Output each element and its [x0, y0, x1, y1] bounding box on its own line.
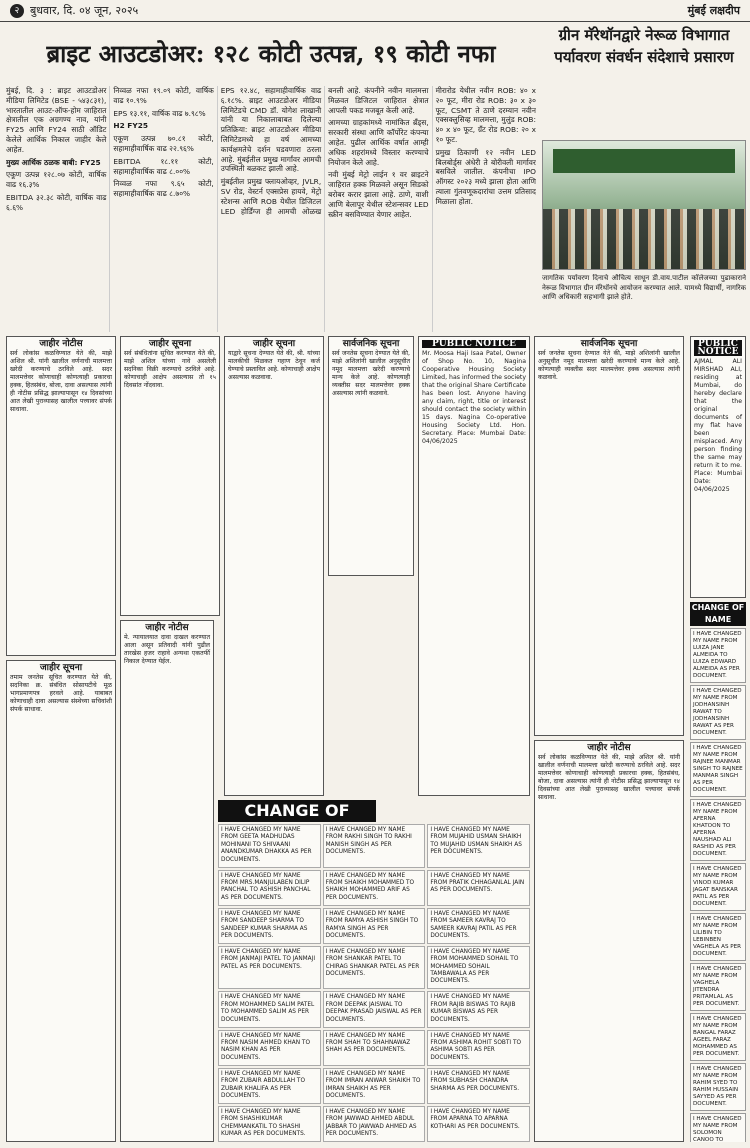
notice-title: PUBLIC NOTICE: [422, 340, 526, 348]
change-of-name-entry: I HAVE CHANGED MY NAME FROM RAHIM SYED TO RAHIM HUSSAIN SAYYED AS PER DOCUMENT.: [690, 1063, 746, 1111]
notice-box: [534, 336, 684, 736]
change-of-name-entry: I HAVE CHANGED MY NAME FROM RAKHI SINGH TO RAKHI MANISH SINGH AS PER DOCUMENTS.: [323, 824, 426, 868]
change-of-name-entry: I HAVE CHANGED MY NAME FROM BANGAL FARAZ AGEEL FARAZ MOHAMMED AS PER DOCUMENT.: [690, 1013, 746, 1061]
change-of-name-entry: I HAVE CHANGED MY NAME FROM NASIM AHMED KHAN TO NASIM KHAN AS PER DOCUMENTS.: [218, 1030, 321, 1066]
change-of-name-entry: I HAVE CHANGED MY NAME FROM ASHIMA ROHIT SOBTI TO ASHIMA SOBTI AS PER DOCUMENTS.: [427, 1030, 530, 1066]
notice-body: सर्व संबंधितांना सूचित करण्यात येते की, माझे अशिल यांच्या नावे असलेली सदनिका विक्री करण्याचे ठरविले आहे. कोणाचाही आक्षेप असल्यास तो १५ दिवसांत नोंदवावा.: [124, 350, 216, 389]
change-of-name-entry: I HAVE CHANGED MY NAME FROM SHASHIKUMAR CHEMMANKATIL TO SHASHI KUMAR AS PER DOCUMENTS.: [218, 1106, 321, 1142]
photo-banner: [553, 149, 735, 173]
change-of-name-right-column: [690, 602, 746, 1142]
change-of-name-entry: I HAVE CHANGED MY NAME FROM SHAIKH MOHAMMED TO SHAIKH MOHAMMED ARIF AS PER DOCUMENTS.: [323, 870, 426, 906]
change-of-name-entry: I HAVE CHANGED MY NAME FROM LUIZA JANE ALMEIDA TO LUIZA EDWARD ALMEIDA AS PER DOCUMENT.: [690, 628, 746, 683]
change-of-name-entry: I HAVE CHANGED MY NAME FROM GEETA MADHUDAS MOHINANI TO SHIVAANI ANANDKUMAR DHAKKA AS PER DOCUMENTS.: [218, 824, 321, 868]
change-of-name-entry: I HAVE CHANGED MY NAME FROM IMRAN ANWAR SHAIKH TO IMRAN SHAIKH AS PER DOCUMENTS.: [323, 1068, 426, 1104]
change-of-name-entry: I HAVE CHANGED MY NAME FROM SOLOMON CANOO TO: [690, 1113, 746, 1142]
change-of-name-entry: I HAVE CHANGED MY NAME FROM LILIBIN TO LEBINBEN VAGHELA AS PER DOCUMENT.: [690, 913, 746, 961]
change-of-name-grid: [218, 824, 530, 1142]
article-para: आमच्या ग्राहकांमध्ये नामांकित ब्रँड्स, सरकारी संस्था आणि कॉर्पोरेट कंपन्या आहेत. पुढील आर्थिक वर्षात आम्ही अधिक शहरांमध्ये विस्तार करण्याचे नियोजन केले आहे.: [328, 118, 429, 167]
event-photo: [542, 140, 746, 270]
notice-box: [328, 336, 414, 576]
article-para: H2 FY25: [113, 121, 148, 131]
main-headline: ब्राइट आउटडोअर: १२८ कोटी उत्पन्न, १९ कोटी नफा: [46, 39, 496, 68]
notice-title: जाहीर सूचना: [252, 339, 296, 349]
article-para: एकूण उत्पन्न ७०.८१ कोटी, सहामाहीवार्षिक वाढ २२.९६%: [113, 134, 214, 153]
change-of-name-entry: I HAVE CHANGED MY NAME FROM SANDEEP SHARMA TO SANDEEP KUMAR SHARMA AS PER DOCUMENTS.: [218, 908, 321, 944]
change-of-name-entry: I HAVE CHANGED MY NAME FROM VAGHELA JITENDRA PRITAMLAL AS PER DOCUMENT.: [690, 963, 746, 1011]
change-of-name-entry: I HAVE CHANGED MY NAME FROM DEEPAK JAISWAL TO DEEPAK PRASAD JAISWAL AS PER DOCUMENTS.: [323, 991, 426, 1027]
notice-body: सर्व लोकांस कळविण्यात येते की, माझे अशिल श्री. यांनी खालील वर्णनाची मालमत्ता खरेदी करण्याचे ठरविले आहे. सदर मालमत्तेवर कोणाचाही कोणत्याही प्रकारचा हक्क, हितसंबंध, बोजा, दावा असल्यास त्यांनी ही नोटीस प्रसिद्ध झाल्यापासून १४ दिवसांच्या आत लेखी पुराव्यासह खालील पत्त्यावर संपर्क साधावा.: [10, 350, 112, 413]
article-para: मुख्य आर्थिक ठळक बाबी: FY25: [6, 157, 101, 167]
notice-title: सार्वजनिक सूचना: [580, 339, 638, 349]
article-para: निव्वळ नफा ९.६५ कोटी, सहामाहीवार्षिक वाढ ८.७०%: [113, 179, 214, 199]
page-number-badge: २: [10, 4, 24, 18]
notice-box: [120, 336, 220, 616]
article-para: EPS १३.११, वार्षिक वाढ ७.९८%: [113, 108, 206, 118]
notice-title: जाहीर नोटीस: [145, 623, 189, 633]
change-of-name-entry: I HAVE CHANGED MY NAME FROM RAJNEE MANMAR SINGH TO RAJNEE MANMAR SINGH AS PER DOCUMENT.: [690, 742, 746, 797]
notice-body: तमाम जनतेस सूचित करण्यात येते की, सदनिका क्र. संबंधित सोसायटीचे मूळ भागप्रमाणपत्र हरवले आहे. याबाबत कोणाचाही दावा असल्यास संस्थेच्या सचिवांशी संपर्क साधावा.: [10, 674, 112, 713]
notice-box: [534, 740, 684, 1142]
issue-date: बुधवार, दि. ०४ जून, २०२५: [30, 4, 139, 17]
article-para: मुंबईतील प्रमुख फ्लायओव्हर, JVLR, SV रोड, वेस्टर्न एक्सप्रेस हायवे, मेट्रो स्टेशन्स आणि ROB येथील डिजिटल LED होर्डिंग्ज ही आमची ओळख बनली आहे. कंपनीने नवीन मालमत्ता मिळवत डिजिटल जाहिरात क्षेत्रात आपली पकड मजबूत केली आहे.: [220, 86, 429, 216]
change-of-name-entry: I HAVE CHANGED MY NAME FROM SHANKAR PATEL TO CHIRAG SHANKAR PATEL AS PER DOCUMENTS.: [323, 946, 426, 990]
article-para: नवी मुंबई मेट्रो लाईन १ वर ब्राइटने जाहिरात हक्क मिळवले असून सिडको बरोबर करार झाला आहे. ठाणे, वाशी आणि बेलापूर येथील स्टेशन्सवर LED स्क्रीन बसविण्यात येणार आहेत.: [328, 170, 429, 219]
article-para: EPS १२.४८, सहामाहीवार्षिक वाढ ६.१८%. ब्राइट आउटडोअर मीडिया लिमिटेडचे CMD डॉ. योगेश लाखानी यांनी या निकालाबाबत दिलेल्या प्रतिक्रिया: ब्राइट आउटडोअर मीडिया लिमिटेडमध्ये हा वर्ष आमच्या कार्यक्षमतेचे दर्शन घडवणारा ठरला आहे. मुंबईतील प्रमुख मार्गांवर आमची उपस्थिती बळकट झाली आहे.: [220, 86, 322, 174]
change-of-name-entry: I HAVE CHANGED MY NAME FROM APARNA TO APARNA KOTHARI AS PER DOCUMENTS.: [427, 1106, 530, 1142]
side-headline: ग्रीन मॅरेथॉनद्वारे नेरूळ विभागात पर्यावरण संवर्धन संदेशाचे प्रसारण: [554, 26, 734, 66]
change-of-name-entry: I HAVE CHANGED MY NAME FROM SHAH TO SHAHNAWAZ SHAH AS PER DOCUMENTS.: [323, 1030, 426, 1066]
main-article: [6, 86, 536, 332]
article-para: निव्वळ नफा १९.०९ कोटी, वार्षिक वाढ १०.९%: [113, 86, 214, 105]
article-para: मीरारोड येथील नवीन ROB: ४० x २० फूट, मीरा रोड ROB: ३० x ३० फूट, CSMT ते ठाणे दरम्यान नवीन एक्सक्लुसिव्ह मालमत्ता, मुलुंड ROB: ४० x ४० फूट, ग्रँट रोड ROB: २० x १० फूट.: [435, 86, 536, 144]
photo-caption: जागतिक पर्यावरण दिनाचे औचित्य साधून डी.वाय.पाटील कॉलेजच्या पुढाकाराने नेरूळ विभागात ग्रीन मॅरेथॉनचे आयोजन करण्यात आले. यामध्ये विद्यार्थी, नागरिक आणि अधिकारी सहभागी झाले होते.: [542, 274, 746, 301]
change-of-name-entry: I HAVE CHANGED MY NAME FROM ZUBAIR ABDULLAH TO ZUBAIR KHALIFA AS PER DOCUMENTS.: [218, 1068, 321, 1104]
public-notice-box: [690, 336, 746, 598]
notice-title: PUBLIC NOTICE: [694, 340, 742, 356]
public-notice-box: [418, 336, 530, 796]
change-of-name-entry: I HAVE CHANGED MY NAME FROM RAJIB BISWAS TO RAJIB KUMAR BISWAS AS PER DOCUMENTS.: [427, 991, 530, 1027]
notice-body: AJMAL ALI MIRSHAD ALI, residing at Mumbai, do hereby declare that the original documents of my flat have been misplaced. Any person finding the same may return it to me. Place: Mumbai Date: 04/06/2025: [694, 358, 742, 493]
article-para: मुंबई, दि. ३ : ब्राइट आउटडोअर मीडिया लिमिटेड (BSE - ५४३८३१), भारतातील आउट-ऑफ-होम जाहिरात क्षेत्रातील एक अग्रगण्य नाव, यांनी FY25 आणि FY24 साठी ऑडिट केलेले आर्थिक निकाल जाहीर केले आहेत.: [6, 86, 107, 154]
change-of-name-entry: I HAVE CHANGED MY NAME FROM MRS.MANJULABEN DILIP PANCHAL TO ASHISH PANCHAL AS PER DOCUMENTS.: [218, 870, 321, 906]
notice-box: [224, 336, 324, 796]
change-of-name-entry: I HAVE CHANGED MY NAME FROM MOHAMMED SOHAIL TO MOHAMMED SOHAIL TAMBAWALA AS PER DOCUMENTS.: [427, 946, 530, 990]
change-of-name-entry: I HAVE CHANGED MY NAME FROM JAWWAD AHMED ABDUL JABBAR TO JAWWAD AHMED AS PER DOCUMENTS.: [323, 1106, 426, 1142]
change-of-name-entry: I HAVE CHANGED MY NAME FROM MUJAHID USMAN SHAIKH TO MUJAHID USMAN SHAIKH AS PER DOCUMENTS.: [427, 824, 530, 868]
article-para: EBITDA १८.११ कोटी, सहामाहीवार्षिक वाढ ८.००%: [113, 156, 214, 176]
notice-title: सार्वजनिक सूचना: [342, 339, 400, 349]
change-of-name-entry: I HAVE CHANGED MY NAME FROM VINOD KUMAR JAGAT BANSKAR PATIL AS PER DOCUMENT.: [690, 863, 746, 911]
brand-name: मुंबई लक्षदीप: [687, 4, 740, 17]
notice-title: जाहीर नोटीस: [39, 339, 83, 349]
change-of-name-entry: I HAVE CHANGED MY NAME FROM MOHAMMED SALIM PATEL TO MOHAMMED SALIM AS PER DOCUMENTS.: [218, 991, 321, 1027]
masthead-bar: [0, 0, 750, 22]
notice-title: जाहीर नोटीस: [587, 743, 631, 753]
change-of-name-entry: I HAVE CHANGED MY NAME FROM PRATIK CHHAGANLAL JAIN AS PER DOCUMENTS.: [427, 870, 530, 906]
photo-people: [543, 209, 745, 269]
notice-box: [6, 660, 116, 1142]
notice-box: [6, 336, 116, 656]
notice-body: याद्वारे सूचना देण्यात येते की, श्री. यांच्या मालकीची मिळकत गहाण ठेवून कर्ज घेण्याचे प्रस्तावित आहे. कोणाचाही आक्षेप असल्यास कळवावा.: [228, 350, 320, 381]
article-para: एकूण उत्पन्न १२८.०७ कोटी, वार्षिक वाढ १६.३%: [6, 170, 107, 190]
notice-title: जाहीर सूचना: [39, 663, 83, 673]
change-of-name-heading: CHANGE OF NAME: [691, 603, 745, 624]
change-of-name-entry: I HAVE CHANGED MY NAME FROM RAMYA ASHISH SINGH TO RAMYA SINGH AS PER DOCUMENTS.: [323, 908, 426, 944]
article-para: EBITDA ३२.३८ कोटी, वार्षिक वाढ ६.६%: [6, 192, 107, 212]
notice-body: Mr. Moosa Haji Isaa Patel, Owner of Shop No. 10, Nagina Cooperative Housing Society Limited, has informed the society that the original Share Certificate has been lost. Anyone having any claim, right, title or interest should contact the society within 15 days. Nagina Co-operative Housing Society Ltd. Hon. Secretary. Place: Mumbai Date: 04/06/2025: [422, 350, 526, 445]
notice-title: जाहीर सूचना: [148, 339, 192, 349]
change-of-name-entry: I HAVE CHANGED MY NAME FROM SUBHASH CHANDRA SHARMA AS PER DOCUMENTS.: [427, 1068, 530, 1104]
change-of-name-entry: I HAVE CHANGED MY NAME FROM AFERNA KHATOON TO AFERNA NAUSHAD ALI RASHID AS PER DOCUMENT.: [690, 799, 746, 861]
change-of-name-entry: I HAVE CHANGED MY NAME FROM SAMEER KAVRAJ TO SAMEER KAVRAJ PATIL AS PER DOCUMENTS.: [427, 908, 530, 944]
notice-body: सर्व जनतेस सूचना देण्यात येते की, माझे अशिलांनी खालील अनुसूचीत नमूद मालमत्ता खरेदी करण्याचे मान्य केले आहे. कोणत्याही व्यक्तीस सदर मालमत्तेवर हक्क असल्यास त्यांनी कळवावे.: [538, 350, 680, 381]
change-of-name-heading: CHANGE OF: [218, 800, 376, 822]
change-of-name-entry: I HAVE CHANGED MY NAME FROM JODHANSINH RAWAT TO JODHANSINH RAWAT AS PER DOCUMENT.: [690, 685, 746, 740]
notice-box: [120, 620, 214, 1142]
notice-body: सर्व जनतेस सूचना देण्यात येते की, माझे अशिलांनी खालील अनुसूचीत नमूद मालमत्ता खरेदी करण्याचे मान्य केले आहे. कोणत्याही व्यक्तीस सदर मालमत्तेवर हक्क असल्यास त्यांनी कळवावे.: [332, 350, 410, 397]
notice-body: सर्व लोकांस कळविण्यात येते की, माझे अशिल श्री. यांनी खालील वर्णनाची मालमत्ता खरेदी करण्याचे ठरविले आहे. सदर मालमत्तेवर कोणाचाही कोणत्याही प्रकारचा हक्क, हितसंबंध, बोजा, दावा असल्यास त्यांनी ही नोटीस प्रसिद्ध झाल्यापासून १४ दिवसांच्या आत लेखी पुराव्यासह खालील पत्त्यावर संपर्क साधावा.: [538, 754, 680, 801]
notice-body: मे. न्यायालयात दावा दाखल करण्यात आला असून प्रतिवादी यांनी पुढील तारखेस हजर राहावे अन्यथा एकतर्फी निकाल देण्यात येईल.: [124, 634, 210, 665]
article-para: प्रमुख ठिकाणी १२ नवीन LED बिलबोर्ड्स अंधेरी ते बोरीवली मार्गावर बसविले जातील. कंपनीचा IPO ऑगस्ट २०२३ मध्ये झाला होता आणि त्याला गुंतवणूकदारांचा उत्तम प्रतिसाद मिळाला होता.: [435, 147, 536, 206]
change-of-name-entry: I HAVE CHANGED MY NAME FROM JANMAJI PATEL TO JANMAJI PATEL AS PER DOCUMENTS.: [218, 946, 321, 990]
